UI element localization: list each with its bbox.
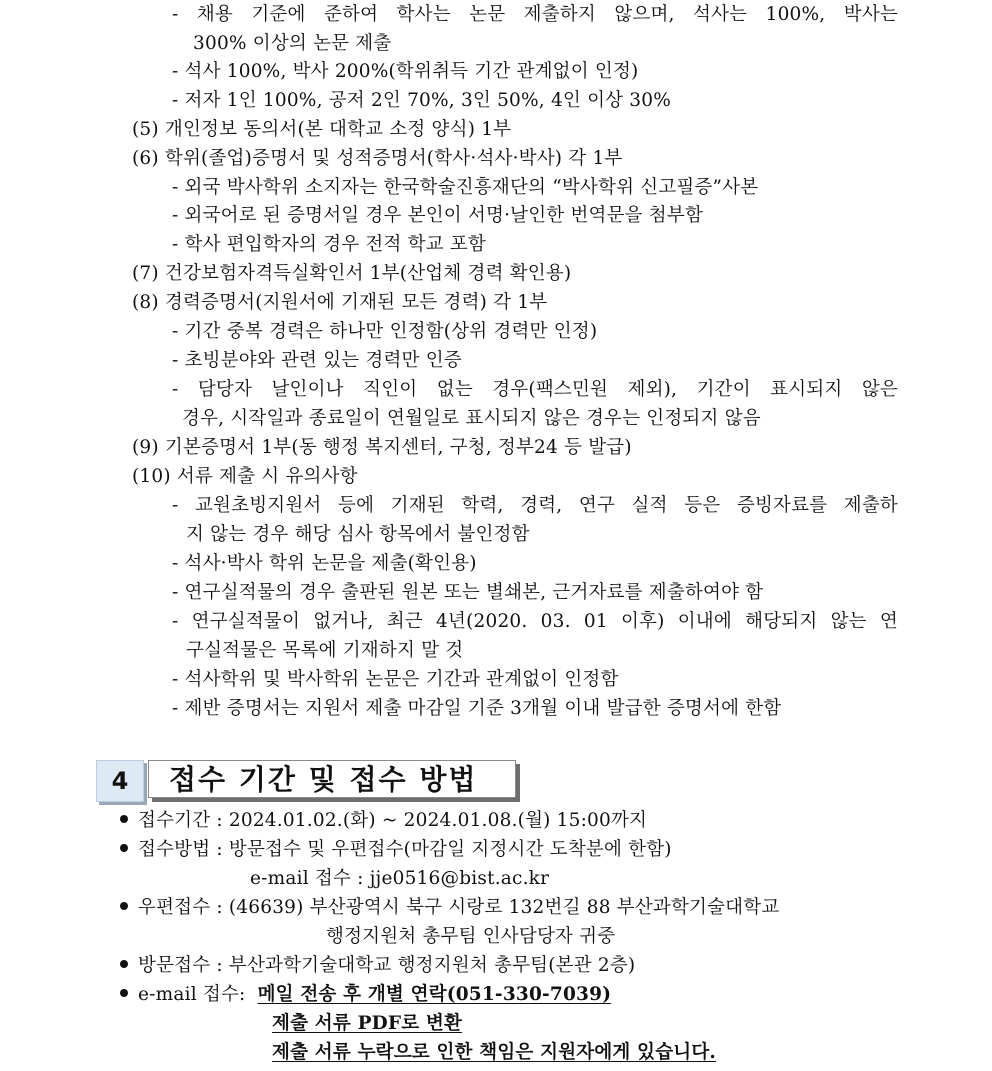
list-item: - 석사학위 및 박사학위 논문은 기간과 관계없이 인정함 xyxy=(172,669,619,690)
bullet-icon xyxy=(120,815,128,823)
list-item: - 석사·박사 학위 논문을 제출(확인용) xyxy=(172,553,477,574)
method-text: 접수방법 : 방문접수 및 우편접수(마감일 지정시간 도착분에 한함) xyxy=(138,839,672,860)
list-item: - 담당자 날인이나 직인이 없는 경우(팩스민원 제외), 기간이 표시되지 않은 xyxy=(172,379,898,400)
list-item: - 연구실적물이 없거나, 최근 4년(2020. 03. 01 이후) 이내에 해당되지 않는 연 xyxy=(172,611,898,632)
bullet-icon xyxy=(120,989,128,997)
list-item: - 채용 기준에 준하여 학사는 논문 제출하지 않으며, 석사는 100%, 박사는 xyxy=(172,4,898,25)
list-item: - 기간 중복 경력은 하나만 인정함(상위 경력만 인정) xyxy=(172,321,598,342)
bullet-item-period xyxy=(120,808,647,834)
bullet-icon xyxy=(120,960,128,968)
list-item: - 석사 100%, 박사 200%(학위취득 기간 관계없이 인정) xyxy=(172,61,639,82)
list-item: 300% 이상의 논문 제출 xyxy=(193,33,392,54)
list-item: 구실적물은 목록에 기재하지 말 것 xyxy=(186,640,464,661)
postal-recipient: 행정지원처 총무팀 인사담당자 귀중 xyxy=(326,926,616,947)
list-item: (9) 기본증명서 1부(동 행정 복지센터, 구청, 정부24 등 발급) xyxy=(132,437,632,458)
list-item: (10) 서류 제출 시 유의사항 xyxy=(132,466,358,487)
postal-text: 우편접수 : (46639) 부산광역시 북구 시랑로 132번길 88 부산과학기술대학교 xyxy=(138,897,780,918)
list-item: (6) 학위(졸업)증명서 및 성적증명서(학사·석사·박사) 각 1부 xyxy=(132,148,623,169)
email-reception-line: e-mail 접수 : jje0516@bist.ac.kr xyxy=(250,868,550,889)
bullet-item-visit xyxy=(120,953,635,979)
list-item: - 외국 박사학위 소지자는 한국학술진흥재단의 “박사학위 신고필증”사본 xyxy=(172,177,759,198)
bullet-item-postal xyxy=(120,895,779,921)
email-note-contact: 메일 전송 후 개별 연락(051-330-7039) xyxy=(257,984,612,1005)
list-item: 경우, 시작일과 종료일이 연월일로 표시되지 않은 경우는 인정되지 않음 xyxy=(182,408,761,429)
list-item: - 초빙분야와 관련 있는 경력만 인증 xyxy=(172,350,462,371)
bullet-item-method xyxy=(120,837,672,863)
bullet-item-email xyxy=(120,982,611,1008)
list-item: - 저자 1인 100%, 공저 2인 70%, 3인 50%, 4인 이상 30% xyxy=(172,90,672,111)
list-item: 지 않는 경우 해당 심사 항목에서 불인정함 xyxy=(186,524,530,545)
list-item: (5) 개인정보 동의서(본 대학교 소정 양식) 1부 xyxy=(132,119,512,140)
list-item: - 학사 편입학자의 경우 전적 학교 포함 xyxy=(172,234,487,255)
list-item: (7) 건강보험자격득실확인서 1부(산업체 경력 확인용) xyxy=(132,263,572,284)
section-title: 접수 기간 및 접수 방법 xyxy=(148,760,516,798)
email-label: e-mail 접수: xyxy=(138,984,246,1005)
period-text: 접수기간 : 2024.01.02.(화) ~ 2024.01.08.(월) 15:00까지 xyxy=(138,810,648,831)
visit-text: 방문접수 : 부산과학기술대학교 행정지원처 총무팀(본관 2층) xyxy=(138,955,636,976)
bullet-icon xyxy=(120,902,128,910)
email-note-pdf: 제출 서류 PDF로 변환 xyxy=(272,1013,463,1034)
list-item: (8) 경력증명서(지원서에 기재된 모든 경력) 각 1부 xyxy=(132,292,548,313)
list-item: - 연구실적물의 경우 출판된 원본 또는 별쇄본, 근거자료를 제출하여야 함 xyxy=(172,582,764,603)
list-item: - 교원초빙지원서 등에 기재된 학력, 경력, 연구 실적 등은 증빙자료를 제출하 xyxy=(172,495,898,516)
list-item: - 제반 증명서는 지원서 제출 마감일 기준 3개월 이내 발급한 증명서에 한함 xyxy=(172,698,782,719)
list-item: - 외국어로 된 증명서일 경우 본인이 서명·날인한 번역문을 첨부함 xyxy=(172,205,704,226)
email-note-responsibility: 제출 서류 누락으로 인한 책임은 지원자에게 있습니다. xyxy=(272,1042,717,1063)
bullet-icon xyxy=(120,844,128,852)
section-number-badge: 4 xyxy=(96,760,144,802)
